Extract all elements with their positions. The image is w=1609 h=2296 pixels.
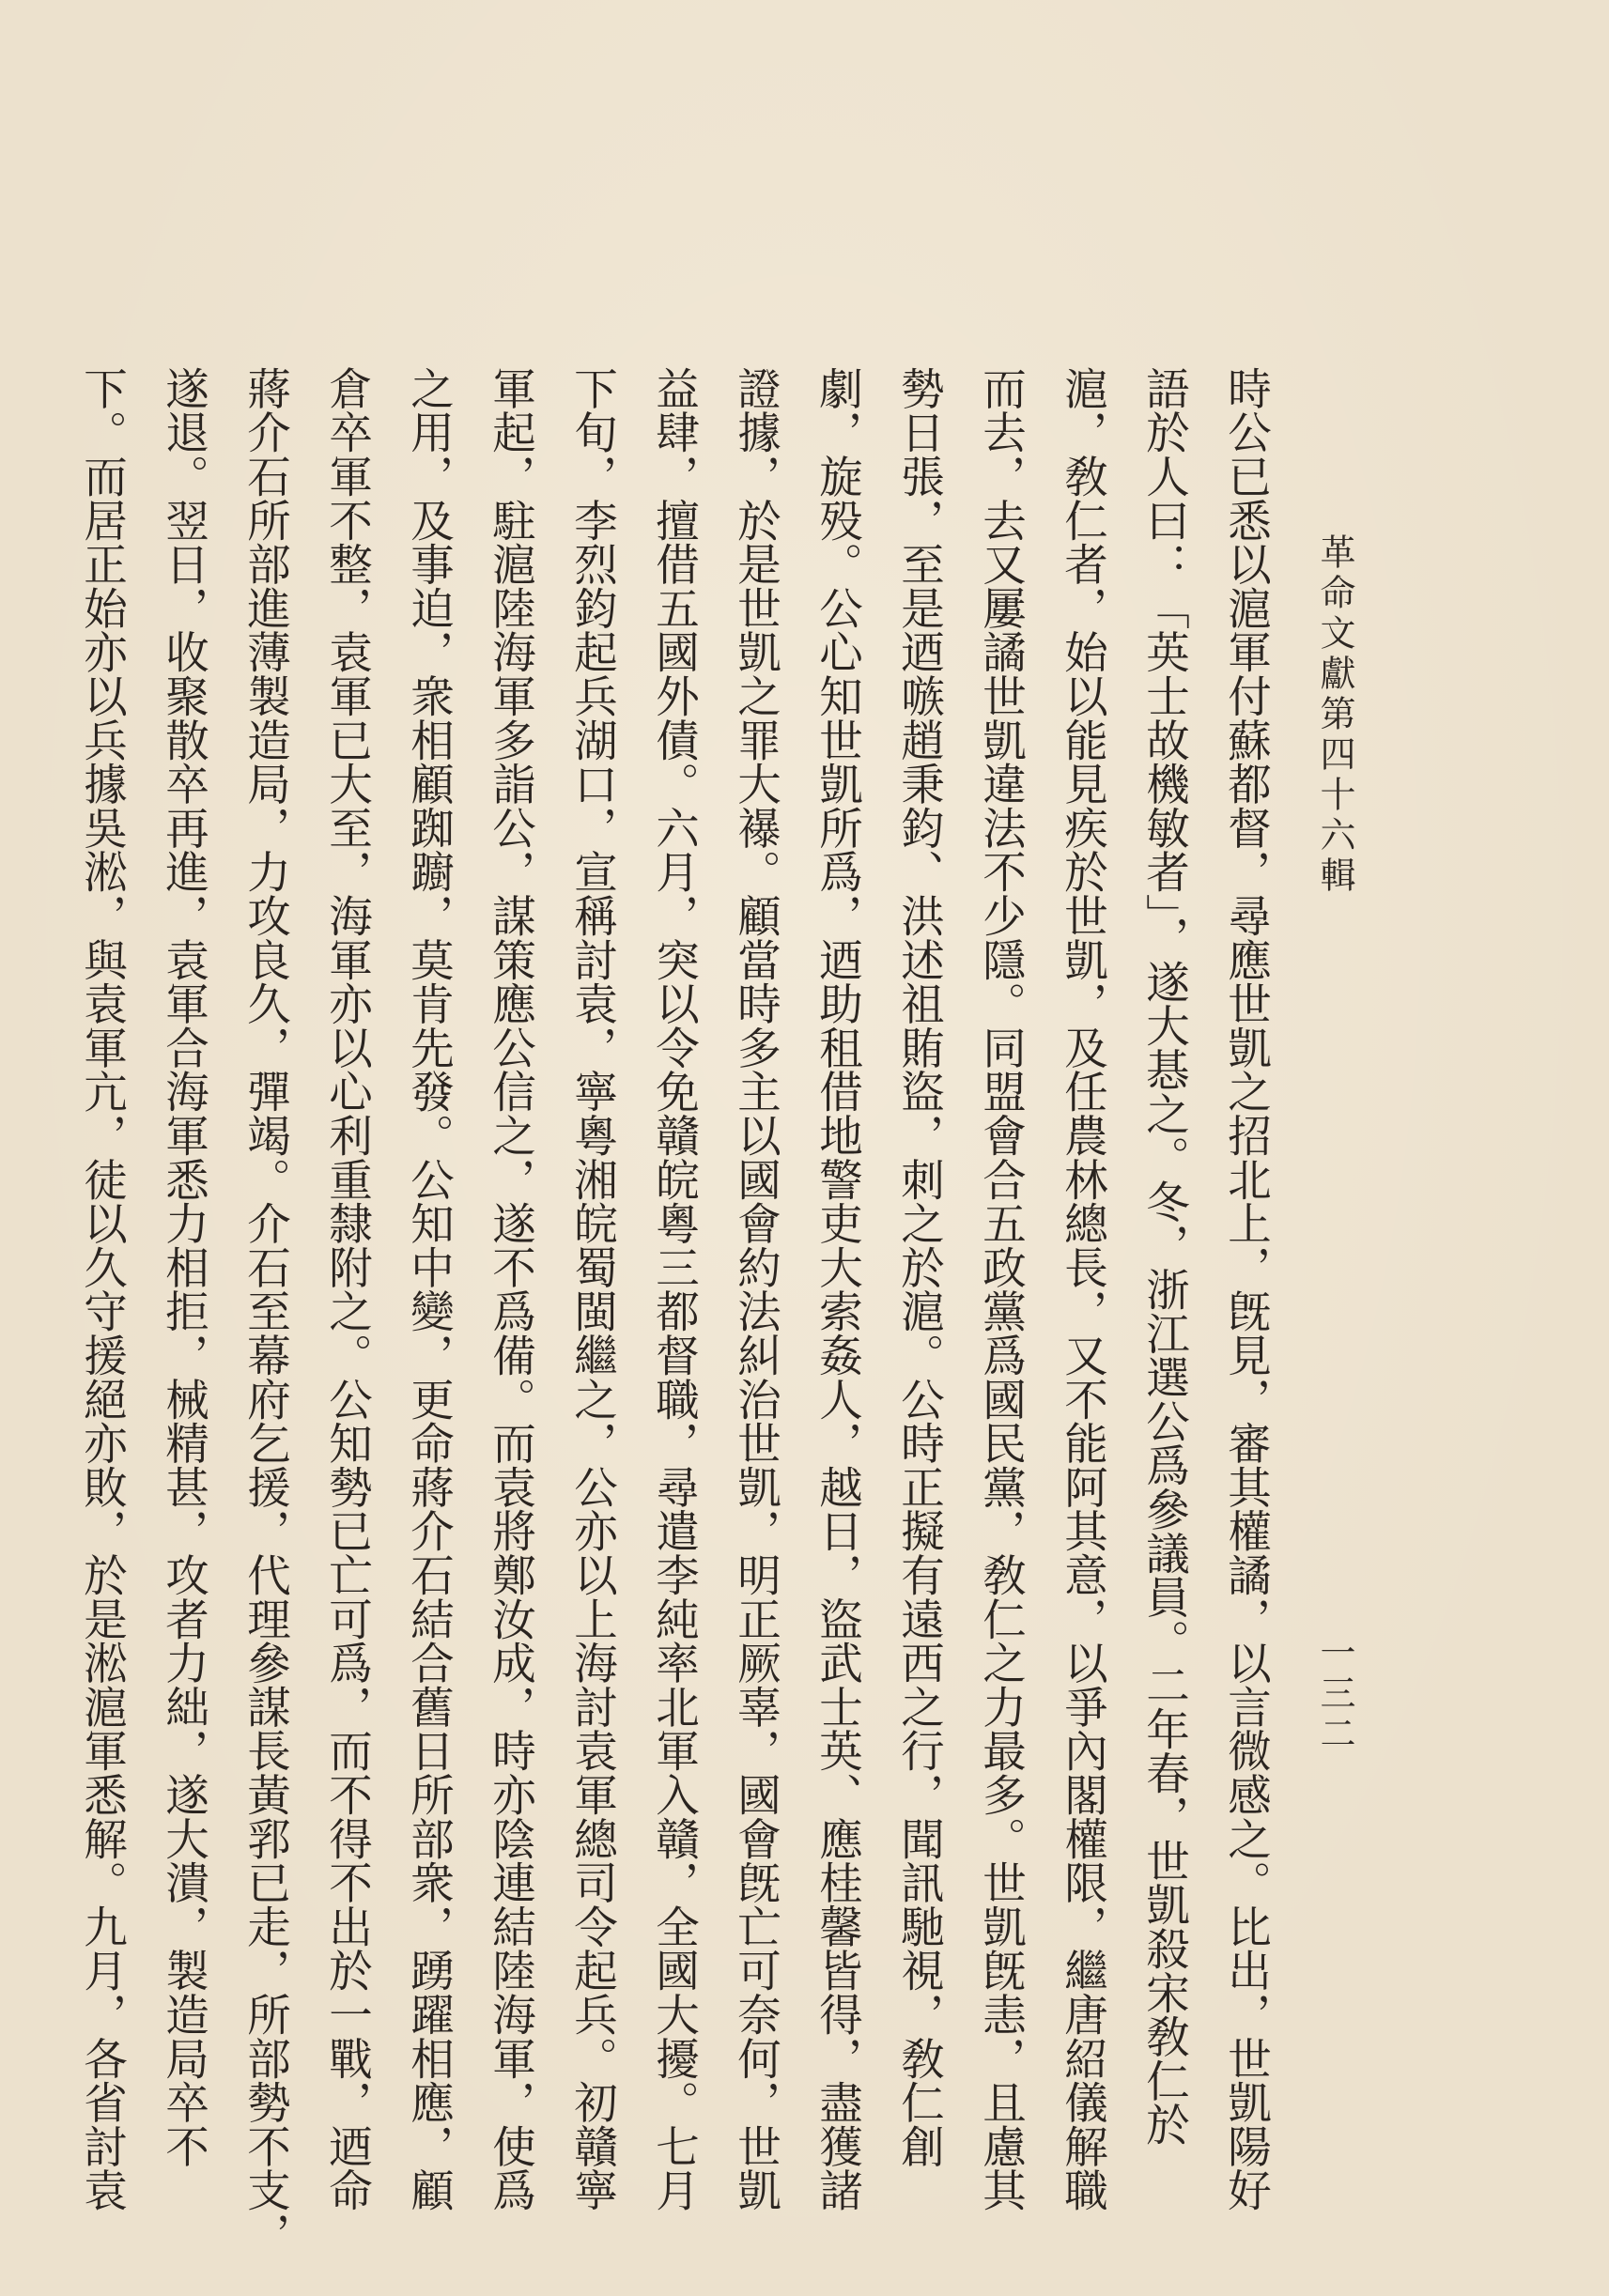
text-column-12: 倉卒軍不整，袁軍已大至，海軍亦以心利重隸附之。公知勢已亡可爲，而不得不出於一戰，迺命: [322, 366, 373, 2212]
body-text: [77, 366, 1287, 2257]
page-number: 一三二: [1314, 1634, 1355, 1755]
text-column-3: 滬，敎仁者，始以能見疾於世凱，及任農林總長，又不能阿其意，以爭內閣權限，繼唐紹儀解職: [1058, 366, 1108, 2212]
text-column-4: 而去，去又屢譎世凱違法不少隱。同盟會合五政黨爲國民黨，敎仁之力最多。世凱旣恚，且慮其: [976, 366, 1027, 2212]
text-column-7: 證據，於是世凱之罪大襮。顧當時多主以國會約法糾治世凱，明正厥辜，國會旣亡可奈何，世凱: [731, 366, 781, 2212]
running-head-title: 革命文獻第四十六輯: [1314, 533, 1355, 897]
text-column-11: 之用，及事迫，衆相顧踟躕，莫肯先發。公知中變，更命蔣介石結合舊日所部衆，踴躍相應，顧: [404, 366, 455, 2212]
text-column-9: 下旬，李烈鈞起兵湖口，宣稱討袁，寧粵湘皖蜀閩繼之，公亦以上海討袁軍總司令起兵。初贛寧: [567, 366, 618, 2212]
text-column-2: 語於人曰：「英士故機敏者」，遂大惎之。冬，浙江選公爲參議員。二年春，世凱殺宋敎仁於: [1139, 366, 1190, 2147]
text-column-6: 劇，旋殁。公心知世凱所爲，迺助租借地警吏大索姦人，越日，盜武士英、應桂馨皆得，盡獲諸: [812, 366, 863, 2212]
text-column-14: 遂退。翌日，收聚散卒再進，袁軍合海軍悉力相拒，械精甚，攻者力絀，遂大潰，製造局卒不: [159, 366, 209, 2168]
text-column-1: 時公已悉以滬軍付蘇都督，尋應世凱之招北上，旣見，審其權譎，以言微感之。比出，世凱陽好: [1221, 366, 1272, 2212]
text-column-15: 下。而居正始亦以兵據吳淞，與袁軍亢，徒以久守援絕亦敗，於是淞滬軍悉解。九月，各省討袁: [77, 366, 128, 2212]
text-column-13: 蔣介石所部進薄製造局，力攻良久，彈竭。介石至幕府乞援，代理參謀長黃郛已走，所部勢不支，: [240, 366, 291, 2257]
text-column-5: 勢日張，至是迺嗾趙秉鈞、洪述祖賄盜，刺之於滬。公時正擬有遠西之行，聞訊馳視，敎仁創: [894, 366, 945, 2168]
text-column-8: 益肆，擅借五國外債。六月，突以令免贛皖粵三都督職，尋遣李純率北軍入贛，全國大擾。七月: [649, 366, 700, 2212]
text-column-10: 軍起，駐滬陸海軍多詣公，謀策應公信之，遂不爲備。而袁將鄭汝成，時亦陰連結陸海軍，使爲: [486, 366, 536, 2212]
